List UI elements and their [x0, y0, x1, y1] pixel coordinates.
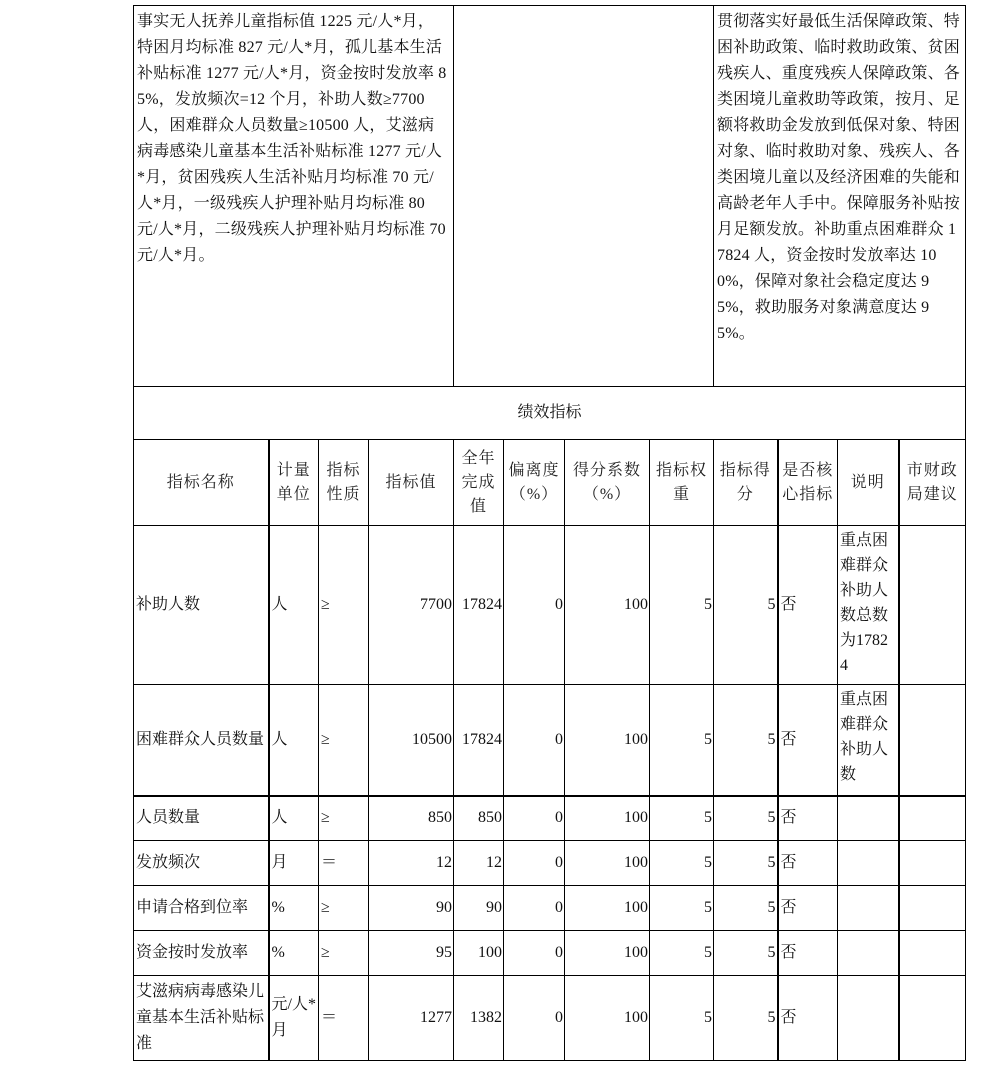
target-value-cell: 1277 [369, 976, 454, 1061]
actual-value-cell: 100 [454, 931, 504, 976]
target-value-cell: 95 [369, 931, 454, 976]
goal-row [134, 6, 966, 387]
indicator-name-cell: 申请合格到位率 [134, 886, 269, 931]
score-coefficient-cell: 100 [565, 976, 650, 1061]
nature-cell: ＝ [319, 841, 369, 886]
unit-cell: % [269, 931, 319, 976]
actual-value-cell: 1382 [454, 976, 504, 1061]
actual-value-cell: 17824 [454, 685, 504, 796]
header-cell: 得分系数（%） [565, 440, 650, 526]
score-coefficient-cell: 100 [565, 841, 650, 886]
note-cell [838, 886, 899, 931]
deviation-cell: 0 [504, 526, 565, 685]
unit-cell: 元/人*月 [269, 976, 319, 1061]
nature-cell: ≥ [319, 685, 369, 796]
score-cell: 5 [714, 886, 778, 931]
note-cell: 重点困难群众补助人数 [838, 685, 899, 796]
header-cell: 说明 [838, 440, 899, 526]
nature-cell: ＝ [319, 976, 369, 1061]
section-title: 绩效指标 [134, 387, 966, 440]
advice-cell [899, 796, 966, 841]
deviation-cell: 0 [504, 976, 565, 1061]
header-cell: 市财政局建议 [899, 440, 966, 526]
table-row [134, 685, 966, 796]
indicator-name-cell: 资金按时发放率 [134, 931, 269, 976]
middle-description [454, 6, 714, 387]
core-indicator-cell: 否 [778, 886, 838, 931]
header-cell: 指标性质 [319, 440, 369, 526]
nature-cell: ≥ [319, 796, 369, 841]
table-row [134, 841, 966, 886]
weight-cell: 5 [650, 976, 714, 1061]
actual-value-cell: 12 [454, 841, 504, 886]
indicator-name-cell: 困难群众人员数量 [134, 685, 269, 796]
weight-cell: 5 [650, 841, 714, 886]
score-coefficient-cell: 100 [565, 886, 650, 931]
header-cell: 指标权重 [650, 440, 714, 526]
indicator-name-cell: 艾滋病病毒感染儿童基本生活补贴标准 [134, 976, 269, 1061]
actual-value-cell: 850 [454, 796, 504, 841]
score-cell: 5 [714, 976, 778, 1061]
note-cell: 重点困难群众补助人数总数为17824 [838, 526, 899, 685]
deviation-cell: 0 [504, 886, 565, 931]
score-cell: 5 [714, 841, 778, 886]
header-cell: 计量单位 [269, 440, 319, 526]
achievement-description: 贯彻落实好最低生活保障政策、特困补助政策、临时救助政策、贫困残疾人、重度残疾人保障政策、各类困境儿童救助等政策，按月、足额将救助金发放到低保对象、特困对象、临时救助对象、残疾人、各类困境儿童以及经济困难的失能和高龄老年人手中。保障服务补贴按月足额发放。补助重点困难群众 17824 人，资金按时发放率达 100%，保障对象社会稳定度达 95%，救助服务对象满意度达 95%。 [714, 6, 966, 387]
core-indicator-cell: 否 [778, 931, 838, 976]
section-title-row [134, 387, 966, 440]
note-cell [838, 841, 899, 886]
table-row [134, 931, 966, 976]
target-value-cell: 7700 [369, 526, 454, 685]
nature-cell: ≥ [319, 886, 369, 931]
weight-cell: 5 [650, 685, 714, 796]
unit-cell: 月 [269, 841, 319, 886]
score-coefficient-cell: 100 [565, 685, 650, 796]
unit-cell: 人 [269, 526, 319, 685]
table-row [134, 796, 966, 841]
unit-cell: 人 [269, 685, 319, 796]
note-cell [838, 796, 899, 841]
target-value-cell: 850 [369, 796, 454, 841]
actual-value-cell: 17824 [454, 526, 504, 685]
deviation-cell: 0 [504, 685, 565, 796]
target-value-cell: 10500 [369, 685, 454, 796]
indicator-name-cell: 发放频次 [134, 841, 269, 886]
weight-cell: 5 [650, 931, 714, 976]
deviation-cell: 0 [504, 796, 565, 841]
table-row [134, 976, 966, 1061]
advice-cell [899, 886, 966, 931]
deviation-cell: 0 [504, 841, 565, 886]
score-cell: 5 [714, 931, 778, 976]
score-cell: 5 [714, 526, 778, 685]
header-cell: 指标名称 [134, 440, 269, 526]
header-row [134, 440, 966, 526]
note-cell [838, 931, 899, 976]
performance-table [133, 5, 966, 1061]
target-value-cell: 12 [369, 841, 454, 886]
core-indicator-cell: 否 [778, 526, 838, 685]
target-value-cell: 90 [369, 886, 454, 931]
weight-cell: 5 [650, 796, 714, 841]
score-coefficient-cell: 100 [565, 931, 650, 976]
weight-cell: 5 [650, 886, 714, 931]
score-cell: 5 [714, 796, 778, 841]
note-cell [838, 976, 899, 1061]
score-coefficient-cell: 100 [565, 526, 650, 685]
core-indicator-cell: 否 [778, 685, 838, 796]
weight-cell: 5 [650, 526, 714, 685]
header-cell: 指标得分 [714, 440, 778, 526]
header-cell: 是否核心指标 [778, 440, 838, 526]
advice-cell [899, 976, 966, 1061]
table-row [134, 526, 966, 685]
advice-cell [899, 931, 966, 976]
header-cell: 指标值 [369, 440, 454, 526]
header-cell: 全年完成值 [454, 440, 504, 526]
core-indicator-cell: 否 [778, 841, 838, 886]
deviation-cell: 0 [504, 931, 565, 976]
advice-cell [899, 841, 966, 886]
target-description: 事实无人抚养儿童指标值 1225 元/人*月，特困月均标准 827 元/人*月，孤儿基本生活补贴标准 1277 元/人*月，资金按时发放率 85%，发放频次=12 个月，补助人数≥7700 人，困难群众人员数量≥10500 人，艾滋病病毒感染儿童基本生活补贴标准 1277 元/人*月，贫困残疾人生活补贴月均标准 70 元/人*月，一级残疾人护理补贴月均标准 80 元/人*月，二级残疾人护理补贴月均标准 70 元/人*月。 [134, 6, 454, 387]
indicator-name-cell: 人员数量 [134, 796, 269, 841]
actual-value-cell: 90 [454, 886, 504, 931]
core-indicator-cell: 否 [778, 976, 838, 1061]
unit-cell: 人 [269, 796, 319, 841]
header-cell: 偏离度（%） [504, 440, 565, 526]
indicator-name-cell: 补助人数 [134, 526, 269, 685]
advice-cell [899, 526, 966, 685]
table-row [134, 886, 966, 931]
nature-cell: ≥ [319, 526, 369, 685]
unit-cell: % [269, 886, 319, 931]
core-indicator-cell: 否 [778, 796, 838, 841]
nature-cell: ≥ [319, 931, 369, 976]
score-cell: 5 [714, 685, 778, 796]
advice-cell [899, 685, 966, 796]
score-coefficient-cell: 100 [565, 796, 650, 841]
